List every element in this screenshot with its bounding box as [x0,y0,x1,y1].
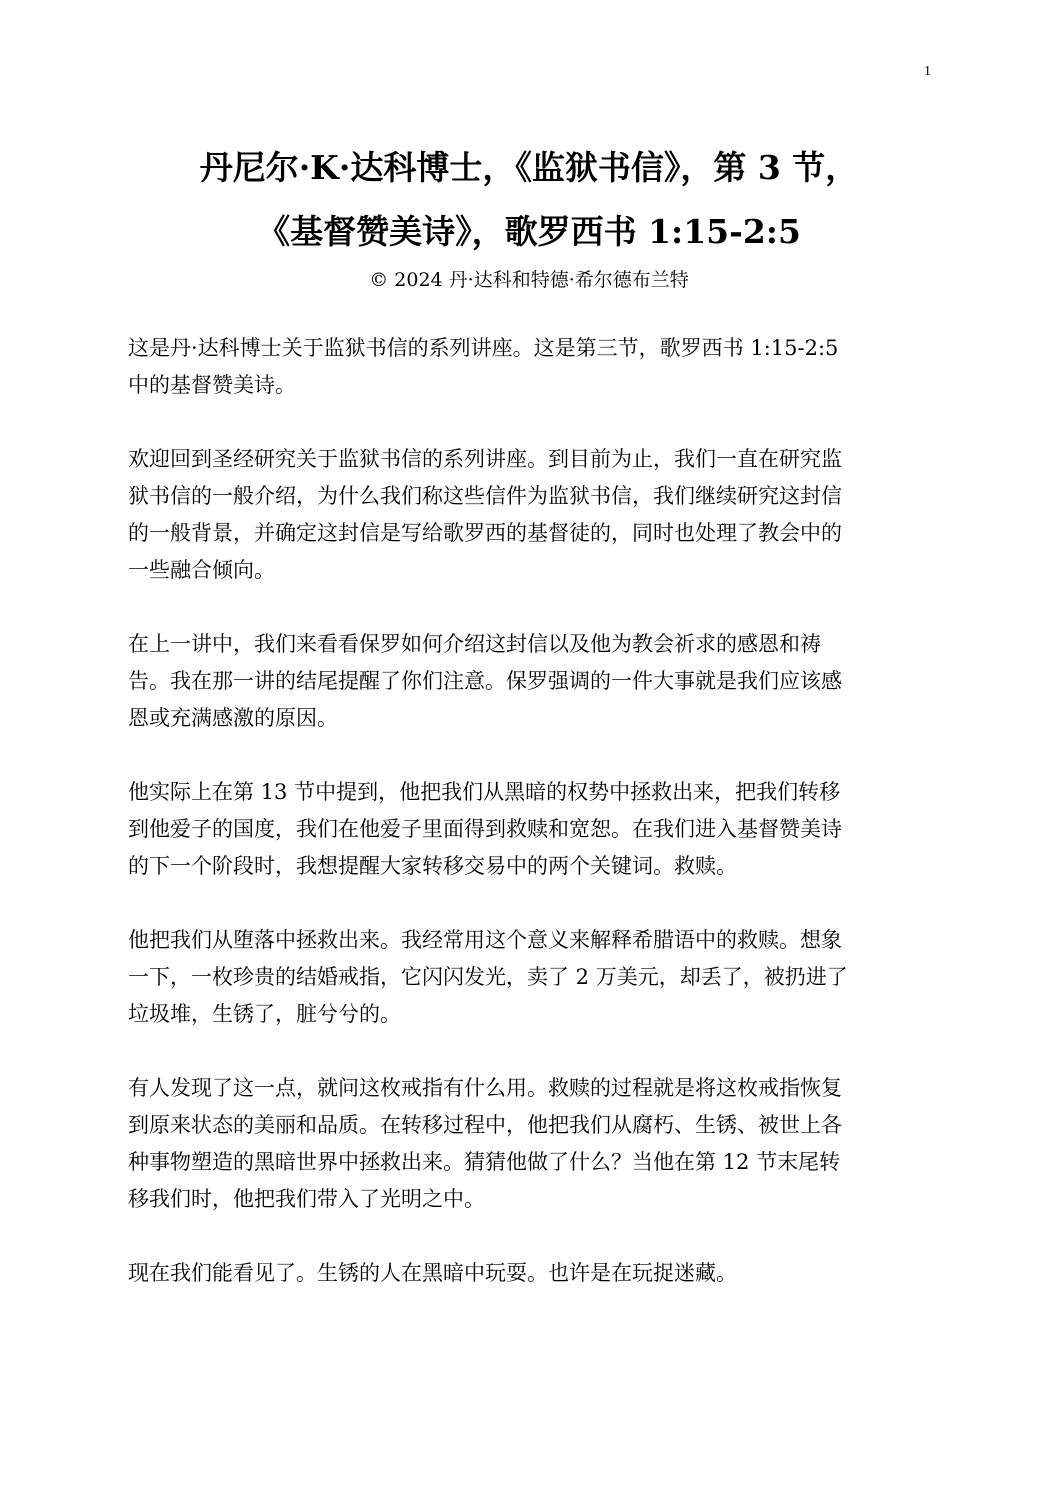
paragraph-line: 种事物塑造的黑暗世界中拯救出来。猜猜他做了什么？当他在第 12 节末尾转 [128,1150,841,1174]
paragraph-line: 告。我在那一讲的结尾提醒了你们注意。保罗强调的一件大事就是我们应该感 [128,669,842,693]
page-number: 1 [924,64,931,79]
paragraph-line: 有人发现了这一点，就问这枚戒指有什么用。救赎的过程就是将这枚戒指恢复 [128,1076,842,1100]
paragraph-line: 狱书信的一般介绍，为什么我们称这些信件为监狱书信，我们继续研究这封信 [128,484,842,508]
paragraph-line: 在上一讲中，我们来看看保罗如何介绍这封信以及他为教会祈求的感恩和祷 [128,632,821,656]
paragraph-line: 一下，一枚珍贵的结婚戒指，它闪闪发光，卖了 2 万美元，却丢了，被扔进了 [128,965,848,989]
paragraph-line: 中的基督赞美诗。 [128,373,296,397]
paragraph-line: 恩或充满感激的原因。 [128,706,338,730]
paragraph-1 [128,330,928,404]
paragraph-line: 的下一个阶段时，我想提醒大家转移交易中的两个关键词。救赎。 [128,854,737,878]
paragraph-line: 的一般背景，并确定这封信是写给歌罗西的基督徒的，同时也处理了教会中的 [128,521,842,545]
paragraph-line: 他把我们从堕落中拯救出来。我经常用这个意义来解释希腊语中的救赎。想象 [128,928,842,952]
title-line-1: 丹尼尔·K·达科博士，《监狱书信》，第 3 节， [199,148,859,187]
paragraph-line: 到原来状态的美丽和品质。在转移过程中，他把我们从腐朽、生锈、被世上各 [128,1113,842,1137]
paragraph-5 [128,922,928,1033]
paragraph-4 [128,774,928,885]
paragraph-line: 这是丹·达科博士关于监狱书信的系列讲座。这是第三节，歌罗西书 1:15-2:5 [128,336,839,360]
paragraph-line: 到他爱子的国度，我们在他爱子里面得到救赎和宽恕。在我们进入基督赞美诗 [128,817,842,841]
copyright-notice: © 2024 丹·达科和特德·希尔德布兰特 [369,269,689,291]
title-line-2: 《基督赞美诗》，歌罗西书 1:15-2:5 [257,212,801,251]
paragraph-2 [128,441,928,589]
paragraph-7 [128,1255,928,1292]
document-title [0,136,1058,264]
paragraph-6 [128,1070,928,1218]
paragraph-line: 垃圾堆，生锈了，脏兮兮的。 [128,1002,401,1026]
paragraph-line: 欢迎回到圣经研究关于监狱书信的系列讲座。到目前为止，我们一直在研究监 [128,447,842,471]
paragraph-line: 一些融合倾向。 [128,558,275,582]
paragraph-line: 移我们时，他把我们带入了光明之中。 [128,1187,485,1211]
paragraph-line: 他实际上在第 13 节中提到，他把我们从黑暗的权势中拯救出来，把我们转移 [128,780,841,804]
document-body [128,330,928,1329]
paragraph-line: 现在我们能看见了。生锈的人在黑暗中玩耍。也许是在玩捉迷藏。 [128,1261,737,1285]
paragraph-3 [128,626,928,737]
